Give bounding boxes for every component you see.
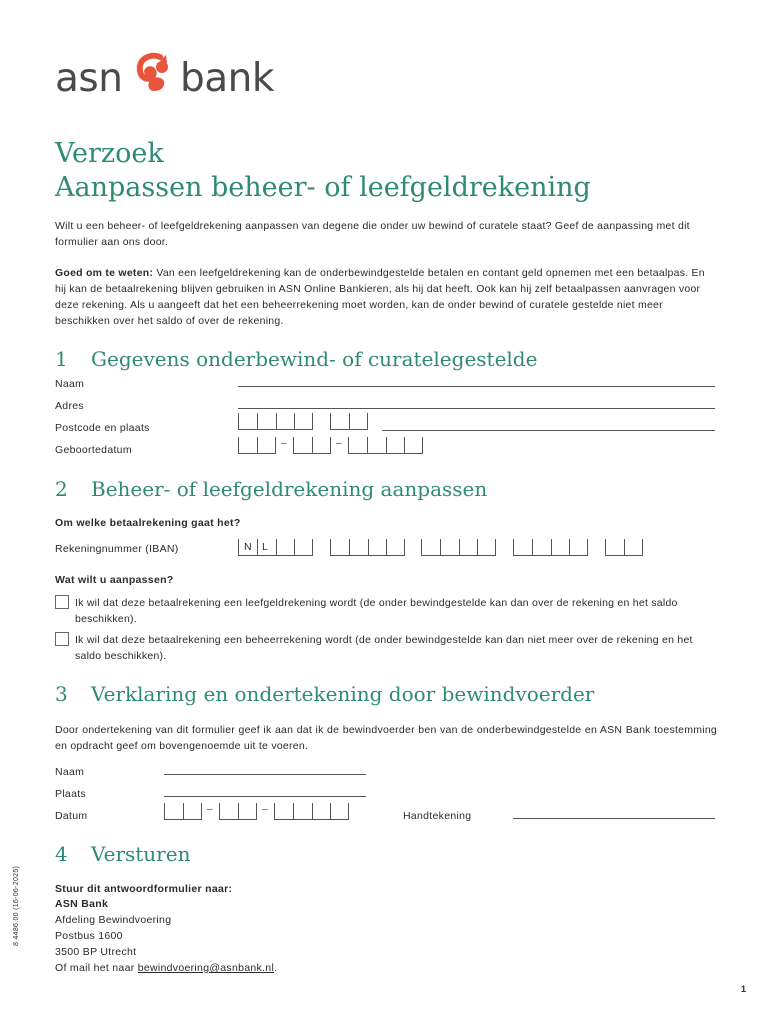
adres-field[interactable]: [238, 408, 715, 409]
handtekening-field[interactable]: [513, 818, 715, 819]
signer-naam-label: Naam: [55, 766, 85, 778]
iban-bank-field[interactable]: [330, 539, 405, 556]
section3-number: 3: [55, 682, 68, 706]
geboortedatum-label: Geboortedatum: [55, 444, 132, 456]
signer-datum-label: Datum: [55, 810, 88, 822]
handtekening-label: Handtekening: [403, 810, 472, 822]
mail-prefix: Of mail het naar: [55, 962, 138, 974]
leefgeld-option-label: Ik wil dat deze betaalrekening een leefgeldrekening wordt (de onder bewindgestelde kan dan over de rekening en het saldo beschikken).: [75, 597, 678, 625]
logo-asn: asn: [55, 56, 123, 101]
change-question: Wat wilt u aanpassen?: [55, 574, 174, 586]
postcode-label: Postcode en plaats: [55, 422, 150, 434]
logo-bank: bank: [180, 56, 274, 101]
page-number: 1: [741, 984, 747, 994]
section4-title: Versturen: [91, 842, 191, 866]
signer-naam-field[interactable]: [164, 774, 366, 775]
date-separator: –: [207, 804, 213, 815]
iban-digits2-field[interactable]: [513, 539, 588, 556]
naam-field[interactable]: [238, 386, 715, 387]
section4-number: 4: [55, 842, 68, 866]
signer-datum-year-field[interactable]: [274, 803, 349, 820]
send-label: Stuur dit antwoordformulier naar:: [55, 883, 233, 895]
page-title-line2: Aanpassen beheer- of leefgeldrekening: [55, 172, 591, 203]
iban-prefix-n: N: [244, 541, 252, 553]
geboortedatum-month-field[interactable]: [293, 437, 331, 454]
address-city: 3500 BP Utrecht: [55, 946, 137, 958]
form-code: 8 4486.00 (16-06-2025): [13, 865, 20, 946]
iban-label: Rekeningnummer (IBAN): [55, 543, 179, 555]
intro-text: Wilt u een beheer- of leefgeldrekening aanpassen van degene die onder uw bewind of curatele staat? Geef de aanpassing met dit formulier aan ons door.: [55, 220, 690, 248]
naam-label: Naam: [55, 378, 85, 390]
leefgeld-checkbox[interactable]: [55, 595, 69, 609]
section2-title: Beheer- of leefgeldrekening aanpassen: [91, 477, 488, 501]
date-separator: –: [262, 804, 268, 815]
signer-datum-day-field[interactable]: [164, 803, 202, 820]
plaats-field[interactable]: [382, 430, 715, 431]
signer-datum-month-field[interactable]: [219, 803, 257, 820]
page-title-line1: Verzoek: [55, 138, 164, 169]
iban-question: Om welke betaalrekening gaat het?: [55, 517, 241, 529]
geboortedatum-year-field[interactable]: [348, 437, 423, 454]
section1-title: Gegevens onderbewind- of curatelegestelde: [91, 347, 538, 371]
postcode-letters-field[interactable]: [330, 413, 368, 430]
address-postbus: Postbus 1600: [55, 930, 123, 942]
beheer-option-label: Ik wil dat deze betaalrekening een beheerrekening wordt (de onder bewindgestelde kan dan niet meer over de rekening en het saldo beschikken).: [75, 634, 693, 662]
signer-plaats-label: Plaats: [55, 788, 86, 800]
signer-plaats-field[interactable]: [164, 796, 366, 797]
mail-suffix: .: [274, 962, 278, 974]
adres-label: Adres: [55, 400, 84, 412]
email-link[interactable]: bewindvoering@asnbank.nl: [137, 962, 275, 974]
postcode-digits-field[interactable]: [238, 413, 313, 430]
mail-line: [55, 961, 277, 975]
address-bank: ASN Bank: [55, 898, 109, 910]
iban-digits3-field[interactable]: [605, 539, 643, 556]
date-separator: –: [336, 438, 342, 449]
date-separator: –: [281, 438, 287, 449]
iban-digits1-field[interactable]: [421, 539, 496, 556]
geboortedatum-day-field[interactable]: [238, 437, 276, 454]
iban-prefix-l: L: [262, 541, 269, 553]
address-dept: Afdeling Bewindvoering: [55, 914, 172, 926]
declaration-text: Door ondertekening van dit formulier geef ik aan dat ik de bewindvoerder ben van de onderbewindgestelde en ASN Bank toestemming en opdracht geef om bovengenoemde uit te voeren.: [55, 724, 717, 752]
section3-title: Verklaring en ondertekening door bewindvoerder: [91, 682, 595, 706]
note-body: Van een leefgeldrekening kan de onderbewindgestelde betalen en contant geld opnemen met een betaalpas. En hij kan de betaalrekening blijven gebruiken in ASN Online Bankieren, als hij dat heeft. Ook kan hij zelf betaalpassen aanvragen voor deze rekening. Als u aangeeft dat het een beheerrekening moet worden, kan de onder bewind of curatele gestelde niet meer beschikken over het saldo of over de rekening.: [55, 267, 705, 327]
section2-number: 2: [55, 477, 68, 501]
note-bold: Goed om te weten:: [55, 267, 154, 279]
note-text: [55, 265, 717, 329]
beheer-checkbox[interactable]: [55, 632, 69, 646]
squirrel-logo-icon: [126, 51, 174, 95]
section1-number: 1: [55, 347, 68, 371]
